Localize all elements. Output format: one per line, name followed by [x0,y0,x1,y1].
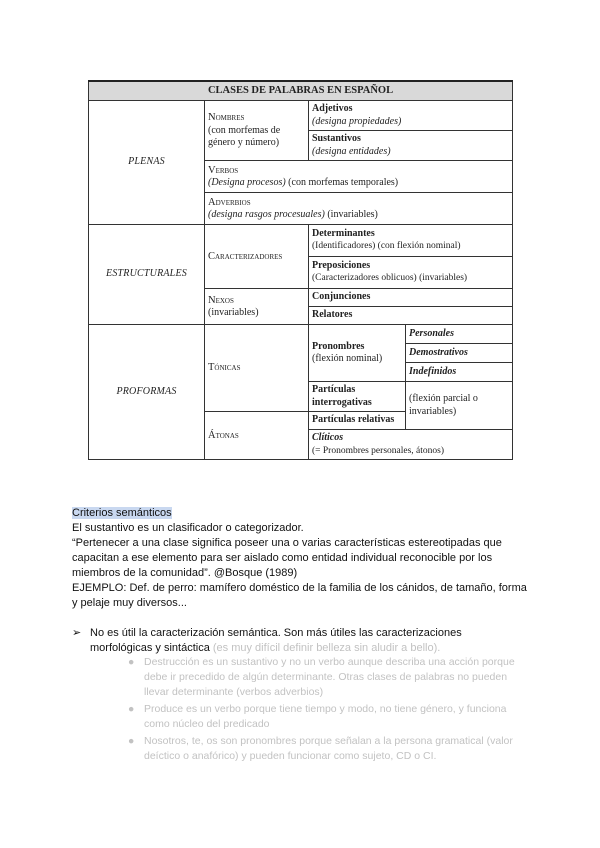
adjetivos-cell [309,101,513,131]
adverbios-cell [205,193,513,225]
arrow-bullet-icon: ➢ [72,627,82,639]
list-item: ● Nosotros, te, os son pronombres porque señalan a la persona gramatical (valor deíctico o anafórico) y pueden funcionar como sujeto, CD o CI. [128,735,513,762]
nexos-desc: (invariables) [208,307,259,318]
word-classes-table-wrapper [88,80,512,460]
caracterizadores-cell: Caracterizadores [205,225,309,289]
verbos-cell [205,161,513,193]
sub-bullet-list [128,655,528,766]
criterios-heading: Criterios semánticos [72,507,172,519]
preposiciones-desc: (Caracterizadores oblicuos) (invariables) [312,273,468,284]
cliticos-label: Clíticos [312,432,344,443]
cliticos-desc: (= Pronombres personales, átonos) [312,445,444,456]
bosque-quote: “Pertenecer a una clase significa poseer una o varias características estereotipadas que capacitan a ese elemento para ser aislado como entidad individual reconocible por los miembros de la comunidad”. @Bosque (1989) [72,537,502,579]
nombres-label: Nombres [208,112,245,124]
sustantivos-desc: (designa entidades) [312,145,391,157]
adjetivos-label: Adjetivos [312,103,353,114]
particulas-interrogativas-cell: Partículas interrogativas [309,382,406,412]
determinantes-cell [309,225,513,257]
pronombres-cell [309,325,406,382]
nombres-cell [205,101,309,161]
adverbios-desc: (invariables) [324,209,378,220]
indefinidos-cell: Indefinidos [406,363,513,382]
nexos-label: Nexos [208,294,234,306]
list-item: ● Produce es un verbo porque tiene tiempo y modo, no tiene género, y funciona como núcleo del predicado [128,703,507,730]
main-bullet-grey-text: (es muy difícil definir belleza sin aludir a bello). [209,642,441,654]
bullet-dot-icon: ● [128,703,135,715]
word-classes-table [88,80,513,460]
notes-block [72,506,532,611]
category-plenas: PLENAS [89,101,205,225]
adjetivos-desc: (designa propiedades) [312,115,402,127]
cliticos-cell [309,430,513,460]
tonicas-cell: Tónicas [205,325,309,412]
preposiciones-label: Preposiciones [312,259,371,271]
list-item: ● Destrucción es un sustantivo y no un verbo aunque describa una acción porque debe ir precedido de algún determinante. Otras clases de palabras no pueden llevar determinante (verbos adverbios) [128,656,515,698]
verbos-desc-italic: (Designa procesos) [208,177,286,188]
preposiciones-cell [309,257,513,289]
atonas-cell: Átonas [205,412,309,460]
demostrativos-cell: Demostrativos [406,344,513,363]
nombres-desc: (con morfemas de género y número) [208,124,281,149]
adverbios-desc-italic: (designa rasgos procesuales) [208,209,325,220]
note-line-1: El sustantivo es un clasificador o categorizador. [72,522,304,534]
adverbios-label: Adverbios [208,196,251,208]
main-bullet-text: No es útil la caracterización semántica. Son más útiles las caracterizaciones morfológicas y sintáctica [90,627,462,654]
relatores-cell: Relatores [309,307,513,325]
verbos-desc: (con morfemas temporales) [285,177,399,188]
conjunciones-cell: Conjunciones [309,289,513,307]
determinantes-desc: (Identificadores) (con flexión nominal) [312,241,461,252]
category-proformas: PROFORMAS [89,325,205,460]
main-bullet [72,626,510,656]
pronombres-label: Pronombres [312,340,365,352]
nexos-cell [205,289,309,325]
table-title: CLASES DE PALABRAS EN ESPAÑOL [89,81,513,101]
bullet-dot-icon: ● [128,656,135,668]
particulas-relativas-cell: Partículas relativas [309,412,406,430]
flexion-parcial-cell: (flexión parcial o invariables) [406,382,513,430]
bullet-dot-icon: ● [128,735,135,747]
category-estructurales: ESTRUCTURALES [89,225,205,325]
determinantes-label: Determinantes [312,227,375,239]
sustantivos-cell [309,131,513,161]
verbos-label: Verbos [208,164,239,176]
personales-cell: Personales [406,325,513,344]
pronombres-desc: (flexión nominal) [312,353,383,364]
example-line: EJEMPLO: Def. de perro: mamífero doméstico de la familia de los cánidos, de tamaño, forma y pelaje muy diversos... [72,582,527,609]
sustantivos-label: Sustantivos [312,133,361,144]
